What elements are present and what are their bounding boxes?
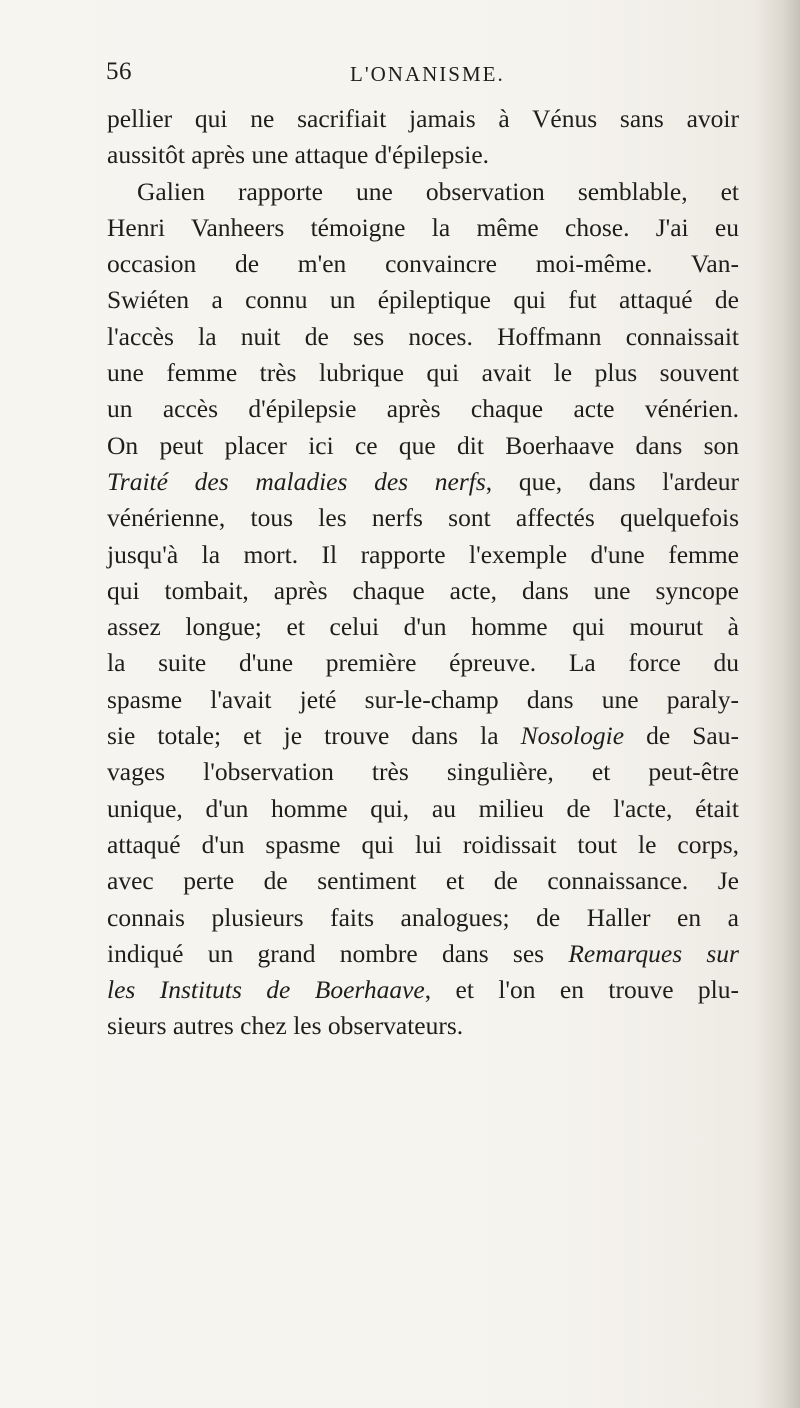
text-line: connais plusieurs faits analogues; de Haller en a [107, 902, 739, 932]
running-title: L'ONANISME. [350, 62, 505, 86]
page-number: 56 [106, 58, 132, 85]
text-line: Galien rapporte une observation semblable, et [137, 176, 739, 206]
body-text [107, 101, 739, 1045]
text-line: les Instituts de Boerhaave, et l'on en trouve plu- [107, 975, 739, 1005]
text-line: vages l'observation très singulière, et peut-être [107, 757, 739, 787]
text-line: jusqu'à la mort. Il rapporte l'exemple d'une femme [107, 539, 739, 569]
text-line: assez longue; et celui d'un homme qui mourut à [107, 612, 739, 642]
book-title-italic: Traité des maladies des nerfs [107, 466, 486, 496]
page-edge-shadow [756, 0, 800, 1408]
text-line: la suite d'une première épreuve. La force du [107, 648, 739, 678]
text-line: unique, d'un homme qui, au milieu de l'acte, était [107, 793, 739, 823]
text-line: attaqué d'un spasme qui lui roidissait tout le corps, [107, 829, 739, 859]
text-line: qui tombait, après chaque acte, dans une syncope [107, 575, 739, 605]
text-line: un accès d'épilepsie après chaque acte vénérien. [107, 394, 739, 424]
text-line: occasion de m'en convaincre moi-même. Van- [107, 249, 739, 279]
text-line: Henri Vanheers témoigne la même chose. J'ai eu [107, 212, 739, 242]
text-line: sie totale; et je trouve dans la Nosologie de Sau- [107, 721, 739, 751]
text-line: vénérienne, tous les nerfs sont affectés quelquefois [107, 503, 739, 533]
text-line: indiqué un grand nombre dans ses Remarques sur [107, 938, 739, 968]
text-line: aussitôt après une attaque d'épilepsie. [107, 140, 490, 170]
text-line: pellier qui ne sacrifiait jamais à Vénus sans avoir [107, 104, 739, 133]
text-line: Traité des maladies des nerfs, que, dans l'ardeur [107, 466, 740, 496]
running-head [0, 58, 800, 98]
text-line: Swiéten a connu un épileptique qui fut attaqué de [107, 285, 739, 315]
book-title-italic: les Instituts de Boerhaave [107, 975, 425, 1005]
text-line: une femme très lubrique qui avait le plus souvent [107, 358, 739, 388]
text-line: sieurs autres chez les observateurs. [107, 1011, 464, 1041]
book-title-italic: Remarques sur [568, 938, 739, 968]
text-line: avec perte de sentiment et de connaissance. Je [107, 866, 739, 896]
text-line: l'accès la nuit de ses noces. Hoffmann connaissait [107, 321, 739, 351]
text-line: On peut placer ici ce que dit Boerhaave dans son [107, 430, 739, 460]
book-title-italic: Nosologie [520, 721, 625, 751]
text-line: spasme l'avait jeté sur-le-champ dans une paraly- [107, 684, 739, 714]
